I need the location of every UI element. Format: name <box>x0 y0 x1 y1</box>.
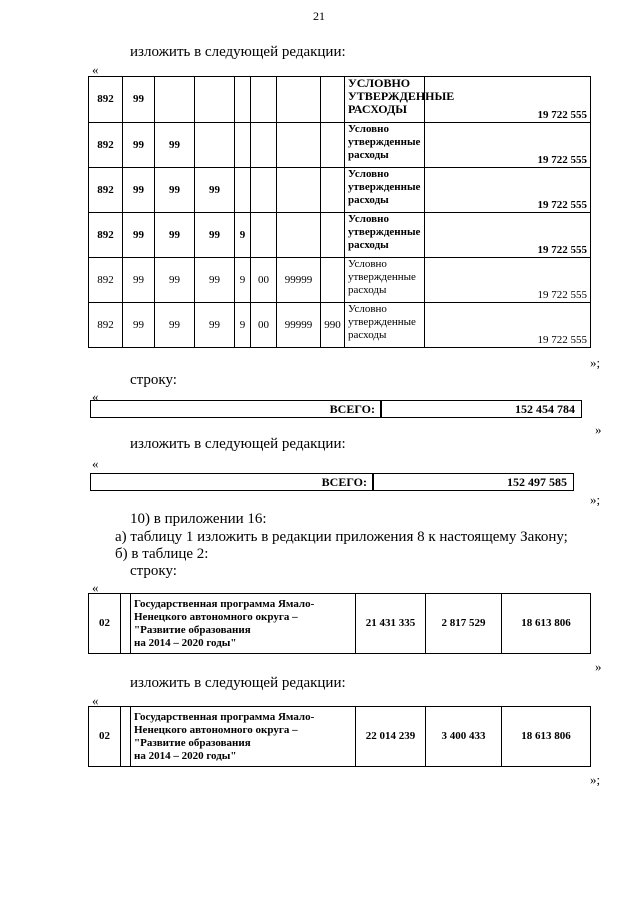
program-name-line: на 2014 – 2020 годы" <box>134 749 237 762</box>
amount-district: 3 400 433 <box>426 707 502 767</box>
item-name-line: РАСХОДЫ <box>348 102 408 116</box>
code-cell <box>195 77 235 123</box>
item-name-line: утвержденные <box>348 271 416 283</box>
program-name <box>131 707 356 767</box>
spacer-cell <box>121 594 131 654</box>
code-cell: 99 <box>155 258 195 303</box>
code-cell: 99 <box>123 168 155 213</box>
code-cell <box>235 123 251 168</box>
code-cell: 99 <box>195 168 235 213</box>
item-name <box>345 168 425 213</box>
code-cell <box>321 258 345 303</box>
open-quote: « <box>92 389 99 404</box>
stroku-label: строку: <box>130 372 177 388</box>
item-name-line: расходы <box>348 284 387 296</box>
intro-text: изложить в следующей редакции: <box>130 675 346 691</box>
amount-total: 21 431 335 <box>356 594 426 654</box>
code-cell: 99 <box>195 258 235 303</box>
close-quote: »; <box>590 355 601 370</box>
item-name-line: Условно <box>348 303 387 315</box>
item-name <box>345 76 455 123</box>
item-name-line: УСЛОВНО <box>348 76 411 90</box>
code-cell: 99 <box>155 303 195 348</box>
code-cell: 99 <box>155 123 195 168</box>
item-name <box>345 258 425 303</box>
item-name <box>345 123 425 168</box>
item-name-line: расходы <box>348 239 389 251</box>
code-cell <box>195 123 235 168</box>
total-value: 152 497 585 <box>507 475 567 489</box>
code-cell: 99 <box>123 123 155 168</box>
item-name-line: утвержденные <box>348 181 421 193</box>
program-code: 02 <box>89 594 121 654</box>
total-row-new <box>90 473 374 491</box>
code-cell <box>277 123 321 168</box>
program-name-line: на 2014 – 2020 годы" <box>134 636 237 649</box>
code-cell <box>321 168 345 213</box>
code-cell: 00 <box>251 258 277 303</box>
amount-cell: 19 722 555 <box>425 303 591 348</box>
code-cell <box>235 168 251 213</box>
item-name <box>345 213 425 258</box>
program-table-old <box>88 593 591 654</box>
code-cell <box>251 168 277 213</box>
code-cell: 9 <box>235 213 251 258</box>
item-name-line: УТВЕРЖДЕННЫЕ <box>348 89 455 103</box>
code-cell: 9 <box>235 258 251 303</box>
amount-cell: 19 722 555 <box>425 77 591 123</box>
amount-cell: 19 722 555 <box>425 123 591 168</box>
table-row <box>89 123 591 168</box>
program-table-new <box>88 706 591 767</box>
table-row <box>89 303 591 348</box>
spacer-cell <box>121 707 131 767</box>
code-cell: 892 <box>89 123 123 168</box>
code-cell: 99999 <box>277 303 321 348</box>
program-name-line: Государственная программа Ямало- <box>134 597 315 610</box>
code-cell <box>321 77 345 123</box>
amount-district: 2 817 529 <box>426 594 502 654</box>
total-row-old <box>90 400 382 418</box>
total-value-new <box>372 473 574 491</box>
code-cell <box>251 77 277 123</box>
amount-cell: 19 722 555 <box>425 213 591 258</box>
code-cell: 00 <box>251 303 277 348</box>
amount-total: 22 014 239 <box>356 707 426 767</box>
item-name-line: расходы <box>348 329 387 341</box>
code-cell: 99 <box>123 258 155 303</box>
code-cell: 99 <box>123 77 155 123</box>
code-cell <box>321 123 345 168</box>
code-cell <box>321 213 345 258</box>
item-name-line: утвержденные <box>348 316 416 328</box>
amount-cell: 19 722 555 <box>425 258 591 303</box>
amount-regional: 18 613 806 <box>502 594 591 654</box>
code-cell: 892 <box>89 213 123 258</box>
close-quote: »; <box>590 772 601 787</box>
code-cell: 99 <box>195 213 235 258</box>
open-quote: « <box>92 580 99 595</box>
code-cell <box>235 77 251 123</box>
code-cell: 99 <box>123 303 155 348</box>
code-cell <box>277 77 321 123</box>
intro-text: изложить в следующей редакции: <box>130 44 346 60</box>
program-code: 02 <box>89 707 121 767</box>
code-cell: 9 <box>235 303 251 348</box>
code-cell: 892 <box>89 168 123 213</box>
code-cell: 99 <box>195 303 235 348</box>
table-row <box>89 258 591 303</box>
total-label: ВСЕГО: <box>329 402 375 416</box>
amount-regional: 18 613 806 <box>502 707 591 767</box>
item-a: а) таблицу 1 изложить в редакции приложения 8 к настоящему Закону; <box>115 529 568 545</box>
item-name-line: Условно <box>348 168 389 180</box>
table-row <box>89 168 591 213</box>
code-cell: 892 <box>89 258 123 303</box>
table-row <box>89 213 591 258</box>
program-name-line: Ненецкого автономного округа – <box>134 723 298 736</box>
total-value-old <box>380 400 582 418</box>
total-label: ВСЕГО: <box>321 475 367 489</box>
item-name-line: расходы <box>348 149 389 161</box>
code-cell: 99 <box>155 168 195 213</box>
total-value: 152 454 784 <box>515 402 575 416</box>
table-row <box>89 77 591 123</box>
close-quote: » <box>595 422 602 437</box>
program-name <box>131 594 356 654</box>
item-name-line: утвержденные <box>348 226 421 238</box>
page-number: 21 <box>313 9 325 23</box>
code-cell: 990 <box>321 303 345 348</box>
code-cell: 892 <box>89 303 123 348</box>
code-cell: 99 <box>123 213 155 258</box>
item-b: б) в таблице 2: <box>115 546 209 562</box>
item-name-line: утвержденные <box>348 136 421 148</box>
close-quote: »; <box>590 492 601 507</box>
item-name-line: Условно <box>348 258 387 270</box>
code-cell: 892 <box>89 77 123 123</box>
code-cell: 99999 <box>277 258 321 303</box>
item-name-line: Условно <box>348 213 389 225</box>
program-name-line: "Развитие образования <box>134 736 251 749</box>
code-cell <box>251 123 277 168</box>
item-name-line: Условно <box>348 123 389 135</box>
intro-text: изложить в следующей редакции: <box>130 436 346 452</box>
code-cell <box>277 213 321 258</box>
expenditure-table <box>88 76 591 348</box>
stroku-label: строку: <box>130 563 177 579</box>
item-name-line: расходы <box>348 194 389 206</box>
open-quote: « <box>92 693 99 708</box>
program-name-line: Ненецкого автономного округа – <box>134 610 298 623</box>
program-name-line: Государственная программа Ямало- <box>134 710 315 723</box>
item-name <box>345 303 425 348</box>
close-quote: » <box>595 659 602 674</box>
item-10: 10) в приложении 16: <box>130 511 267 527</box>
code-cell <box>155 77 195 123</box>
code-cell <box>277 168 321 213</box>
program-name-line: "Развитие образования <box>134 623 251 636</box>
code-cell: 99 <box>155 213 195 258</box>
open-quote: « <box>92 62 99 77</box>
amount-cell: 19 722 555 <box>425 168 591 213</box>
open-quote: « <box>92 456 99 471</box>
code-cell <box>251 213 277 258</box>
